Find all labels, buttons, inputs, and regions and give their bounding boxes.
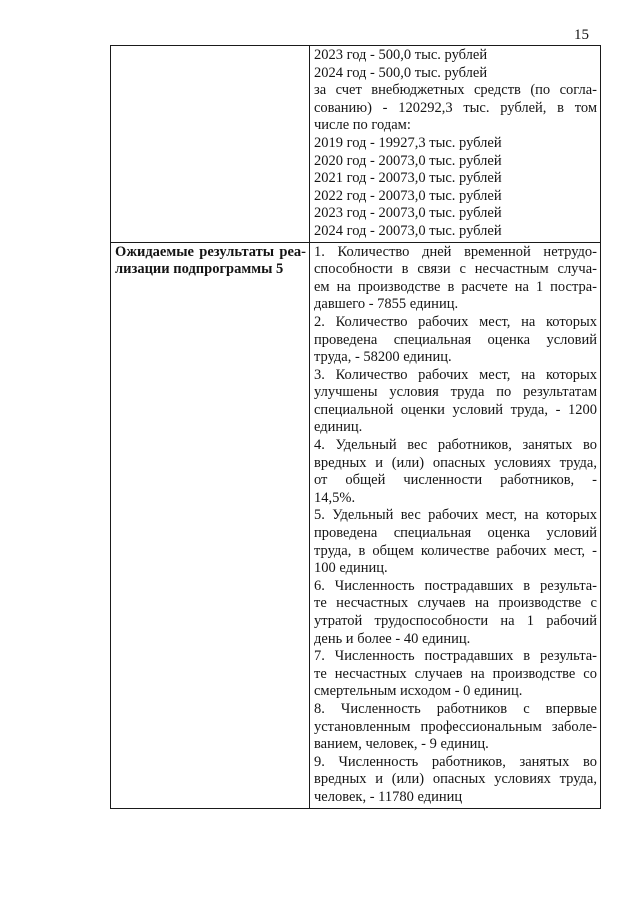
result-line: вредных и (или) опасных условиях труда, xyxy=(314,454,597,471)
result-item-8 xyxy=(314,701,597,754)
result-line: способности в связи с несчастным случа- xyxy=(314,261,597,278)
result-item-1 xyxy=(314,244,597,314)
funding-year-line: 2021 год - 20073,0 тыс. рублей xyxy=(314,170,502,187)
result-line: труда, - 58200 единиц. xyxy=(314,349,452,366)
result-line: единиц. xyxy=(314,419,363,436)
funding-year-line: 2020 год - 20073,0 тыс. рублей xyxy=(314,152,502,169)
result-line: 2. Количество рабочих мест, на которых xyxy=(314,313,597,330)
result-item-4 xyxy=(314,437,597,507)
result-line: проведена специальная оценка условий xyxy=(314,331,597,348)
result-line: давшего - 7855 единиц. xyxy=(314,296,459,313)
results-row xyxy=(111,242,601,808)
result-item-6 xyxy=(314,578,597,648)
result-line: те несчастных случаев на производстве со xyxy=(314,665,597,682)
result-line: улучшены условия труда по результатам xyxy=(314,384,597,401)
result-line: 3. Количество рабочих мест, на которых xyxy=(314,366,597,383)
result-line: специальной оценки условий труда, - 1200 xyxy=(314,401,597,418)
result-line: 5. Удельный вес рабочих мест, на которых xyxy=(314,507,597,524)
result-line: те несчастных случаев на производстве с xyxy=(314,595,597,612)
result-line: 8. Численность работников с впервые xyxy=(314,700,597,717)
result-line: день и более - 40 единиц. xyxy=(314,630,471,647)
result-line: смертельным исходом - 0 единиц. xyxy=(314,683,523,700)
funding-line: 2023 год - 500,0 тыс. рублей xyxy=(314,47,488,63)
funding-paragraph-line: за счет внебюджетных средств (по согла- xyxy=(314,82,597,99)
funding-label-cell xyxy=(111,46,310,243)
result-line: 9. Численность работников, занятых во xyxy=(314,753,597,770)
result-line: вредных и (или) опасных условиях труда, xyxy=(314,771,597,788)
result-item-2 xyxy=(314,314,597,367)
funding-value-cell xyxy=(310,46,601,243)
result-line: 6. Численность пострадавших в результа- xyxy=(314,577,597,594)
funding-paragraph-line: сованию) - 120292,3 тыс. рублей, в том xyxy=(314,99,597,116)
funding-year-line: 2024 год - 20073,0 тыс. рублей xyxy=(314,222,502,239)
results-label-line: лизации подпрограммы 5 xyxy=(115,261,284,278)
funding-year-line: 2022 год - 20073,0 тыс. рублей xyxy=(314,187,502,204)
result-item-9 xyxy=(314,754,597,807)
result-line: 4. Удельный вес работников, занятых во xyxy=(314,437,597,454)
funding-paragraph-line: числе по годам: xyxy=(314,117,411,134)
results-label-cell xyxy=(111,242,310,808)
subprogram-passport-table xyxy=(110,45,601,809)
funding-year-line: 2023 год - 20073,0 тыс. рублей xyxy=(314,205,502,222)
results-value-cell xyxy=(310,242,601,808)
page-number: 15 xyxy=(574,27,589,43)
result-item-7 xyxy=(314,648,597,701)
funding-row xyxy=(111,46,601,243)
result-item-5 xyxy=(314,507,597,577)
results-label-line: Ожидаемые результаты реа- xyxy=(115,243,306,260)
result-line: 7. Численность пострадавших в результа- xyxy=(314,648,597,665)
result-line: 14,5%. xyxy=(314,489,356,506)
result-line: от общей численности работников, - xyxy=(314,472,597,489)
result-line: ванием, человек, - 9 единиц. xyxy=(314,736,489,753)
result-line: установленным профессиональным заболе- xyxy=(314,718,597,735)
result-line: утратой трудоспособности на 1 рабочий xyxy=(314,613,597,629)
result-item-3 xyxy=(314,367,597,437)
result-line: 1. Количество дней временной нетрудо- xyxy=(314,243,597,260)
result-line: 100 единиц. xyxy=(314,560,388,577)
result-line: человек, - 11780 единиц xyxy=(314,788,463,805)
result-line: труда, в общем количестве рабочих мест, - xyxy=(314,542,597,559)
result-line: ем на производстве в расчете на 1 постра- xyxy=(314,278,597,295)
funding-year-line: 2019 год - 19927,3 тыс. рублей xyxy=(314,134,502,151)
funding-line: 2024 год - 500,0 тыс. рублей xyxy=(314,64,488,81)
result-line: проведена специальная оценка условий xyxy=(314,525,597,542)
